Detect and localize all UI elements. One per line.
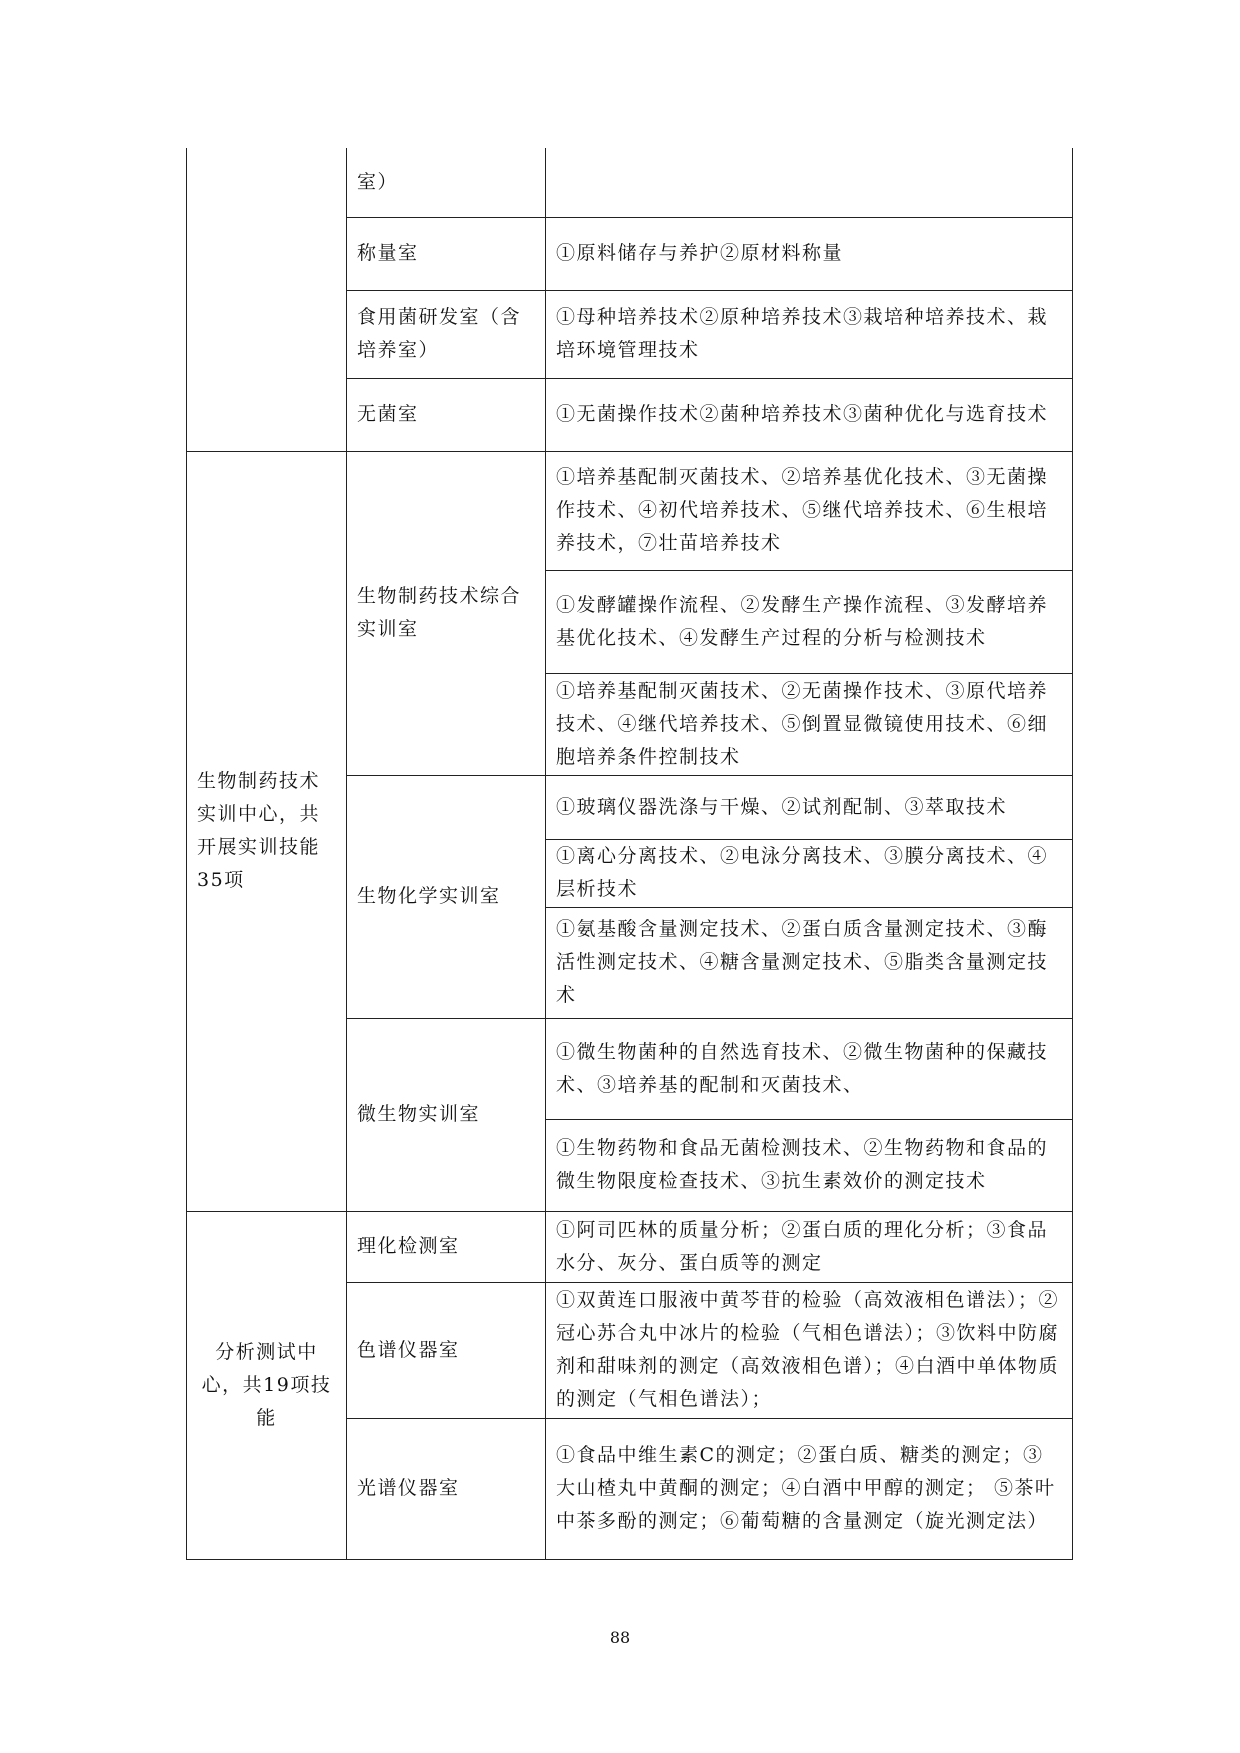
page-number: 88 (609, 1628, 631, 1647)
skill-cell: ①氨基酸含量测定技术、②蛋白质含量测定技术、③酶活性测定技术、④糖含量测定技术、⑤脂类含量测定技术 (546, 907, 1073, 1018)
center-cell: 分析测试中心，共19项技能 (187, 1211, 347, 1559)
skill-cell: ①培养基配制灭菌技术、②无菌操作技术、③原代培养技术、④继代培养技术、⑤倒置显微镜使用技术、⑥细胞培养条件控制技术 (546, 673, 1073, 775)
training-table (186, 148, 1073, 1560)
skill-cell: ①原料储存与养护②原材料称量 (546, 217, 1073, 290)
room-cell: 光谱仪器室 (347, 1418, 546, 1559)
skill-cell: ①离心分离技术、②电泳分离技术、③膜分离技术、④层析技术 (546, 839, 1073, 907)
skill-cell: ①无菌操作技术②菌种培养技术③菌种优化与选育技术 (546, 378, 1073, 451)
room-cell: 微生物实训室 (347, 1018, 546, 1211)
center-cell: 生物制药技术实训中心，共开展实训技能35项 (187, 451, 347, 1211)
skill-cell: ①食品中维生素C的测定；②蛋白质、糖类的测定；③大山楂丸中黄酮的测定；④白酒中甲醇的测定； ⑤茶叶中茶多酚的测定；⑥葡萄糖的含量测定（旋光测定法） (546, 1418, 1073, 1559)
room-cell: 室） (347, 148, 546, 217)
table-row (187, 451, 1073, 570)
room-cell: 生物化学实训室 (347, 775, 546, 1018)
room-cell: 色谱仪器室 (347, 1282, 546, 1418)
skill-cell: ①双黄连口服液中黄芩苷的检验（高效液相色谱法）；②冠心苏合丸中冰片的检验（气相色谱法）；③饮料中防腐剂和甜味剂的测定（高效液相色谱）；④白酒中单体物质的测定（气相色谱法）； (546, 1282, 1073, 1418)
center-cell (187, 148, 347, 451)
skill-cell: ①发酵罐操作流程、②发酵生产操作流程、③发酵培养基优化技术、④发酵生产过程的分析与检测技术 (546, 570, 1073, 673)
skill-cell: ①母种培养技术②原种培养技术③栽培种培养技术、栽培环境管理技术 (546, 290, 1073, 378)
room-cell: 无菌室 (347, 378, 546, 451)
room-cell: 理化检测室 (347, 1211, 546, 1282)
skill-cell: ①玻璃仪器洗涤与干燥、②试剂配制、③萃取技术 (546, 775, 1073, 839)
room-cell: 食用菌研发室（含培养室） (347, 290, 546, 378)
skill-cell: ①微生物菌种的自然选育技术、②微生物菌种的保藏技术、③培养基的配制和灭菌技术、 (546, 1018, 1073, 1119)
room-cell: 称量室 (347, 217, 546, 290)
table-row (187, 1211, 1073, 1282)
skill-cell: ①阿司匹林的质量分析；②蛋白质的理化分析；③食品水分、灰分、蛋白质等的测定 (546, 1211, 1073, 1282)
skill-cell: ①培养基配制灭菌技术、②培养基优化技术、③无菌操作技术、④初代培养技术、⑤继代培养技术、⑥生根培养技术，⑦壮苗培养技术 (546, 451, 1073, 570)
skill-cell: ①生物药物和食品无菌检测技术、②生物药物和食品的微生物限度检查技术、③抗生素效价的测定技术 (546, 1119, 1073, 1211)
skill-cell (546, 148, 1073, 217)
room-cell: 生物制药技术综合实训室 (347, 451, 546, 775)
table-row (187, 148, 1073, 217)
